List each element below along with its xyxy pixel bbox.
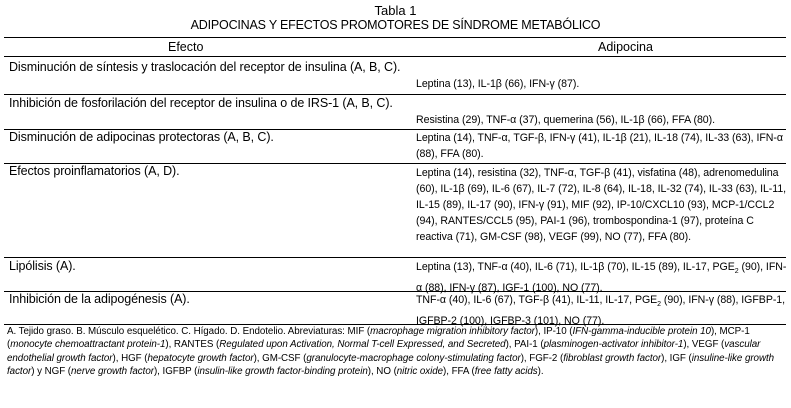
table-title: ADIPOCINAS Y EFECTOS PROMOTORES DE SÍNDROME METABÓLICO	[190, 18, 601, 32]
footnote-abbr-full: Regulated upon Activation, Normal T-cell Expressed, and Secreted	[219, 339, 506, 351]
footnote-abbr: NGF (	[44, 366, 72, 378]
footnote-punct: ),	[520, 352, 530, 364]
header-effect: Efecto	[168, 40, 204, 54]
footnote-punct: ),	[683, 339, 692, 351]
footnote-abbr-full: nitric oxide	[396, 366, 444, 378]
adipokine-text: TNF-α (40), IL-6 (67), TGF-β (41), IL-11, IL-17, PGE	[416, 294, 658, 306]
footnote-abbr: GM-CSF (	[262, 352, 307, 364]
footnote-intro: A. Tejido graso. B. Músculo esquelético. C. Hígado. D. Endotelio. Abreviaturas:	[7, 326, 348, 337]
header-adipokine: Adipocina	[598, 40, 653, 54]
footnote-punct: ),	[153, 366, 163, 378]
footnote-abbr-full: vascular endothelial growth factor	[7, 339, 761, 364]
adipokine-text: Leptina (13), TNF-α (40), IL-6 (71), IL-1β (70), IL-15 (89), IL-17, PGE	[416, 261, 735, 273]
row-rule	[4, 257, 786, 258]
footnote-punct: ),	[534, 326, 544, 337]
footnote-abbr-full: granulocyte-macrophage colony-stimulating factor	[306, 352, 521, 364]
footnote-abbr-full: macrophage migration inhibitory factor	[370, 326, 535, 337]
footnote-abbr-full: fibroblast growth factor	[563, 352, 662, 364]
row-rule	[4, 94, 786, 95]
footnote-punct: ),	[367, 366, 377, 378]
footnote-punct: ),	[165, 339, 174, 351]
adipokine-cell: Resistina (29), TNF-α (37), quemerina (56), IL-1β (66), FFA (80).	[416, 114, 716, 126]
adipokine-cell: Leptina (13), IL-1β (66), IFN-γ (87).	[416, 78, 580, 90]
footnote-abbr: IP-10 (	[543, 326, 573, 337]
footnote-abbr: IGFBP (	[162, 366, 198, 378]
table-label: Tabla 1	[374, 3, 417, 18]
footnote-punct: ),	[661, 352, 670, 364]
footnote-abbr-full: insulin-like growth factor-binding protein	[197, 366, 368, 378]
effect-cell: Disminución de síntesis y traslocación del receptor de insulina (A, B, C).	[9, 60, 401, 74]
footnote-abbr: VEGF (	[691, 339, 725, 351]
subscript: 2	[657, 301, 662, 309]
table-header	[4, 39, 786, 55]
footnote-abbr-full: IFN-gamma-inducible protein 10	[572, 326, 711, 337]
footnote-punct: ),	[443, 366, 452, 378]
footnote-abbr: MIF (	[347, 326, 371, 337]
footnote-abbr: NO (	[376, 366, 397, 378]
effect-cell: Disminución de adipocinas protectoras (A, B, C).	[9, 130, 274, 144]
footnote-abbr: MCP-1 (	[7, 326, 750, 351]
footnote-punct: ),	[505, 339, 515, 351]
footnote-punct: ),	[253, 352, 263, 364]
footnote-abbr: FFA (	[451, 366, 475, 378]
footnote-abbr: RANTES (	[173, 339, 220, 351]
footnote-punct: ) y	[31, 366, 45, 378]
footnote-abbr-full: insuline-like growth factor	[7, 352, 775, 378]
effect-cell: Inhibición de fosforilación del receptor de insulina o de IRS-1 (A, B, C).	[9, 96, 393, 110]
footnote-abbr: IGF (	[669, 352, 692, 364]
effect-cell: Efectos proinflamatorios (A, D).	[9, 164, 180, 178]
adipokine-text: (90), IFN-γ (88), IGFBP-1, IGFBP-2 (100), IGFBP-3 (101), NO (77).	[416, 294, 786, 328]
footnote-abbr: FGF-2 (	[529, 352, 564, 364]
footnote-abbr: PAI-1 (	[514, 339, 544, 351]
header-rule	[4, 56, 786, 57]
footnote-abbr-full: hepatocyte growth factor	[147, 352, 254, 364]
footnote-punct: ),	[710, 326, 720, 337]
top-rule	[4, 37, 786, 38]
footnote-punct: ).	[537, 366, 544, 378]
footnote-abbr: HGF (	[121, 352, 148, 364]
table-footnote	[7, 325, 785, 379]
adipokine-cell: Leptina (14), TNF-α, TGF-β, IFN-γ (41), IL-1β (21), IL-18 (74), IL-33 (63), IFN-α (88), FFA (80).	[416, 132, 783, 160]
footnote-abbr-full: plasminogen-activator inhibitor-1	[543, 339, 684, 351]
footnote-abbr-full: nerve growth factor	[71, 366, 154, 378]
adipokine-text: (90), IFN-α (88), IFN-γ (87), IGF-1 (100), NO (77).	[416, 261, 787, 295]
footnote-abbr-full: free fatty acids	[474, 366, 538, 378]
effect-cell: Inhibición de la adipogénesis (A).	[9, 292, 190, 306]
effect-cell: Lipólisis (A).	[9, 259, 76, 273]
subscript: 2	[734, 268, 739, 276]
footnote-punct: ),	[112, 352, 122, 364]
table-caption	[0, 0, 791, 33]
adipokine-cell: Leptina (14), resistina (32), TNF-α, TGF-β (41), visfatina (48), adrenomedulina (60), IL-1β (69), IL-6 (67), IL-7 (72), IL-8 (64), IL-18, IL-32 (74), IL-33 (63), IL-11, IL-15 (89), IL-17 (90), IFN-γ (91), MIF (92), IP-10/CXCL10 (93), MCP-1/CCL2 (94), RANTES/CCL5 (95), PAI-1 (96), trombospondina-1 (97), proteína C reactiva (71), GM-CSF (98), VEGF (99), NO (77), FFA (80).	[416, 167, 787, 243]
footnote-abbr-full: monocyte chemoattractant protein-1	[10, 339, 166, 351]
